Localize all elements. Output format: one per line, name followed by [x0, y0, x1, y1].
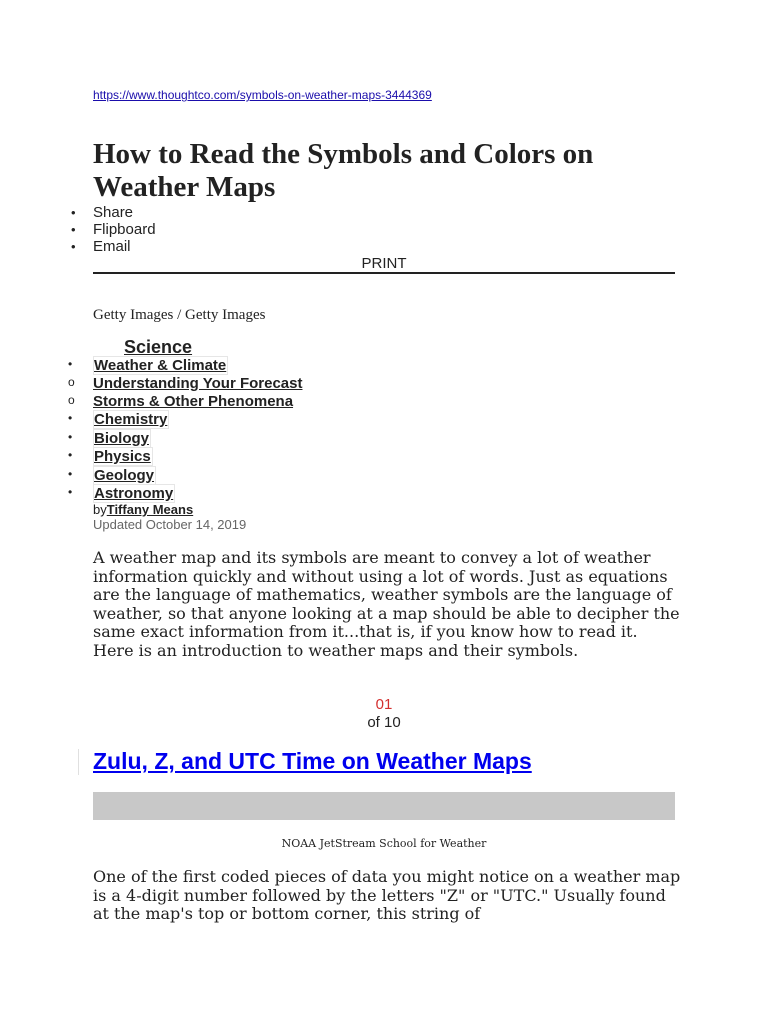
print-button[interactable]: PRINT — [361, 255, 407, 272]
intro-paragraph: A weather map and its symbols are meant to convey a lot of weather information quickly and without using a lot of words. Just as equations are the language of mathematics, weather symbols are the language of weather, so that anyone looking at a map should be able to decipher the same exact information from it...that is, if you know how to read it. Here is an introduction to weather maps and their symbols. — [93, 548, 680, 660]
updated-date: Updated October 14, 2019 — [93, 517, 247, 532]
category-item[interactable] — [68, 411, 302, 430]
category-label[interactable]: Biology — [94, 429, 149, 447]
bullet-marker: o — [68, 375, 75, 389]
byline-prefix: by — [93, 502, 107, 517]
bullet-marker: • — [68, 466, 73, 481]
category-label[interactable]: Weather & Climate — [94, 357, 227, 374]
email-link[interactable]: • Email — [93, 238, 156, 255]
step-total: of 10 — [367, 714, 401, 731]
category-label[interactable]: Geology — [94, 466, 155, 484]
category-item[interactable] — [68, 429, 302, 449]
category-item[interactable] — [68, 485, 302, 503]
category-label[interactable]: Storms & Other Phenomena — [93, 393, 294, 410]
image-caption: NOAA JetStream School for Weather — [281, 837, 487, 850]
category-label[interactable]: Chemistry — [94, 411, 168, 428]
bullet-marker: • — [68, 448, 73, 462]
bullet-marker: • — [68, 429, 73, 444]
category-item[interactable] — [68, 393, 302, 411]
step-number: 01 — [375, 696, 393, 713]
article-title: How to Read the Symbols and Colors on Weather Maps — [93, 138, 594, 203]
category-label[interactable]: Physics — [94, 448, 151, 465]
share-list — [93, 204, 156, 255]
bullet-marker: • — [68, 411, 73, 425]
category-item[interactable] — [68, 375, 303, 393]
share-link[interactable]: • Share — [93, 204, 156, 221]
bullet-marker: • — [68, 485, 73, 499]
category-label[interactable]: Understanding Your Forecast — [93, 375, 303, 392]
bullet-marker: • — [68, 357, 73, 371]
image-credit: Getty Images / Getty Images — [93, 307, 266, 323]
flipboard-link[interactable]: • Flipboard — [93, 221, 156, 238]
category-item[interactable] — [68, 357, 302, 375]
section-paragraph: One of the first coded pieces of data you might notice on a weather map is a 4-digit number followed by the letters "Z" or "UTC." Usually found at the map's top or bottom corner, this string of — [93, 867, 681, 923]
bullet-marker: o — [68, 393, 75, 407]
category-heading-link[interactable]: Science — [124, 337, 193, 357]
category-item[interactable] — [68, 448, 302, 467]
category-label[interactable]: Astronomy — [94, 485, 174, 502]
section-marker — [78, 749, 79, 775]
section-heading-link[interactable]: Zulu, Z, and UTC Time on Weather Maps — [93, 748, 532, 774]
byline — [93, 502, 193, 517]
section-image — [93, 792, 675, 820]
category-list — [68, 357, 303, 503]
category-item[interactable] — [68, 466, 302, 486]
author-link[interactable]: Tiffany Means — [106, 502, 194, 517]
divider — [93, 272, 675, 274]
source-url-link[interactable]: https://www.thoughtco.com/symbols-on-weather-maps-3444369 — [93, 88, 432, 102]
